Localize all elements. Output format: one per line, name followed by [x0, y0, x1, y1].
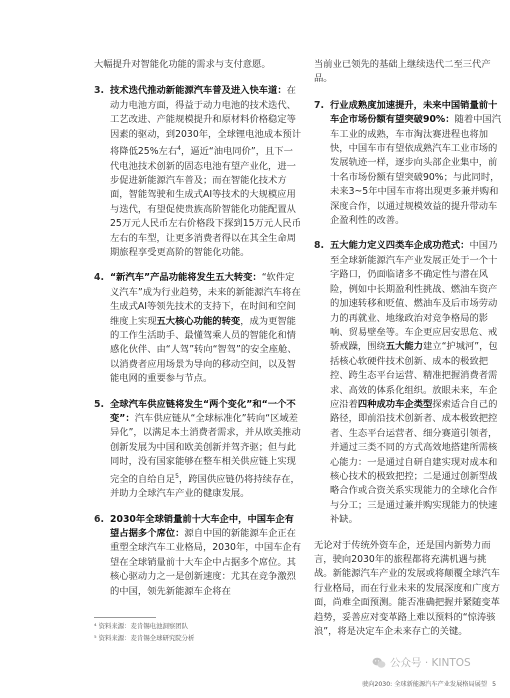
list-item-5 [94, 398, 302, 502]
left-lead-paragraph: 大幅提升对智能化功能的需求与支付意愿。 [94, 59, 271, 70]
footer-title: 驶向2030: 全球新能源汽车产业发展格局展望 [362, 681, 488, 688]
item-bold-text: 五大核心功能的转变 [156, 315, 241, 327]
list-item-4 [94, 271, 302, 386]
list-item-6 [94, 513, 302, 599]
item-text: 源自中国的新能源车企正在重塑全球汽车工业格局，2030年，中国车企有望在全球销量前十大车企中占据多个席位。其核心驱动力之一是创新速度：尤其在竞争激烈的中国，领先新能源车企将在 [110, 527, 302, 597]
item-number: 5. [94, 398, 105, 410]
item-heading: 技术迭代推动新能源汽车普及进入快车道： [110, 85, 287, 97]
page-footer [362, 679, 496, 688]
footnote-divider [94, 617, 156, 618]
page-number: 5 [492, 681, 496, 688]
footnote-4: ⁴ 资料来源：麦肯锡电池洞察团队 [94, 622, 189, 630]
item-text: 汽车供应链从“全球标准化”转向“区域差异化”，以满足本土消费者需求，并从欧美推动创新发展为中国和欧美创新并驾齐驱；但与此同时，没有国家能够在整车相关供应链上实现完全的自给自足 [110, 413, 301, 485]
item-number: 7. [314, 99, 325, 111]
footnote-5: ⁵ 资料来源：麦肯锡全球研究院分析 [94, 634, 195, 642]
item-heading: “新汽车”产品功能将发生五大转变： [110, 272, 262, 284]
watermark [372, 655, 471, 670]
item-heading: 全球汽车供应链将发生“两个变化”和“一个不变”： [110, 398, 296, 425]
item-bold-text: 四种成功车企类型 [357, 398, 433, 410]
item-text: ，跨国供应链仍将持续存在，并助力全球汽车产业的健康发展。 [110, 473, 300, 500]
item-text: 建立“护城河”，包括核心软硬件技术创新、成本的极致把控、跨生态平台运营、精准把握消费者需求、高效的体系化组织。放眼未来，车企应沿着 [330, 341, 498, 410]
item-heading: 行业成熟度加速提升，未来中国销量前十车企市场份额有望突破90%： [330, 99, 498, 126]
item-number: 8. [314, 240, 325, 252]
right-lead-paragraph: 当前业已领先的基础上继续迭代二至三代产品。 [314, 59, 491, 85]
footnote-ref-5[interactable]: 5 [175, 472, 179, 480]
item-text: 中国乃至全球新能源汽车产业发展正处于一个十字路口，仍面临诸多不确定性与潜在风险，例如中长期盈利性挑战、燃油车资产的加速转移和贬值、燃油车及后市场劳动力的再就业、地缘政治对竞争格局的影响、贸易壁垒等。车企更应居安思危、戒骄戒躁，围绕 [330, 240, 498, 353]
closing-paragraph: 无论对于传统外资车企，还是国内新势力而言，驶向2030年的旅程都将充满机遇与挑战。新能源汽车产业的发展或将颠覆全球汽车行业格局，而在行业未来的发展深度和广度方面，尚难全面预测。能否准确把握并紧随变革趋势，妥善应对变革路上难以预料的“惊涛骇浪”，将是决定车企未来存亡的关键。 [314, 539, 500, 638]
item-number: 4. [94, 272, 105, 284]
watermark-text: 公众号 · KINTOS [390, 657, 471, 669]
item-text: 探索适合自己的路径，即前沿技术创新者、成本极致把控者、生态平台运营者、细分赛道引领者，并通过三类不同的方式高效地搭建所需核心能力：一是通过自研自建实现对成本和核心技术的极致把控；二是通过创新型战略合作或合资关系实现能力的全球化合作与分工；三是通过兼并购实现能力的快速补缺。 [330, 398, 498, 526]
list-item-7 [314, 99, 504, 229]
list-item-8 [314, 239, 504, 527]
item-number: 6. [94, 513, 105, 525]
item-heading: 五大能力定义四类车企成功范式： [330, 240, 470, 252]
item-text: 随着中国汽车工业的成熟，车市淘汰赛进程也将加快，中国车市有望依成熟汽车工业市场的发展轨迹一样，逐步向头部企业集中，前十名市场份额有望突破90%；与此同时，未来3~5年中国车市将出现更多兼并购和深度合作，以通过规模效益的提升带动车企盈利性的改善。 [330, 114, 502, 227]
item-text: ，逼近“油电同价”，且下一代电池技术创新的固态电池有望产业化，进一步促进新能源汽车普及；而在智能化技术方面，智能驾驶和生成式AI等技术的大规模应用与迭代，有望促使贵族高阶智能化功能配置从25万元人民币左右价格段下探到15万元人民币左右的车型，让更多消费者得以在其全生命周期旅程享受更高阶的智能化功能。 [110, 146, 302, 258]
item-bold-text: 五大能力 [385, 341, 423, 353]
item-text: ，成为更智能的工作生活助手、最懂驾乘人员的智能化和情感化伙伴、由“人驾”转向“智驾”的安全座舱、以消费者应用场景为导向的移动空间，以及智能电网的重要参与节点。 [110, 315, 297, 385]
right-column [314, 58, 504, 639]
item-text: 在动力电池方面，得益于动力电池的技术迭代、工艺改进、产能规模提升和原材料价格稳定等因素的驱动，到2030年，全球锂电池成本预计将降低25%左右 [110, 85, 302, 158]
list-item-3 [94, 84, 302, 260]
footnote-ref-4[interactable]: 4 [177, 145, 181, 153]
wechat-icon [372, 657, 386, 669]
item-heading: 2030年全球销量前十大车企中，中国车企有望占据多个席位： [110, 513, 294, 539]
item-number: 3. [94, 85, 105, 97]
item-text: “软件定义汽车”成为行业趋势，未来的新能源汽车将在生成式AI等领先技术的支持下，在时间和空间维度上实现 [110, 272, 301, 327]
left-column [94, 58, 302, 610]
